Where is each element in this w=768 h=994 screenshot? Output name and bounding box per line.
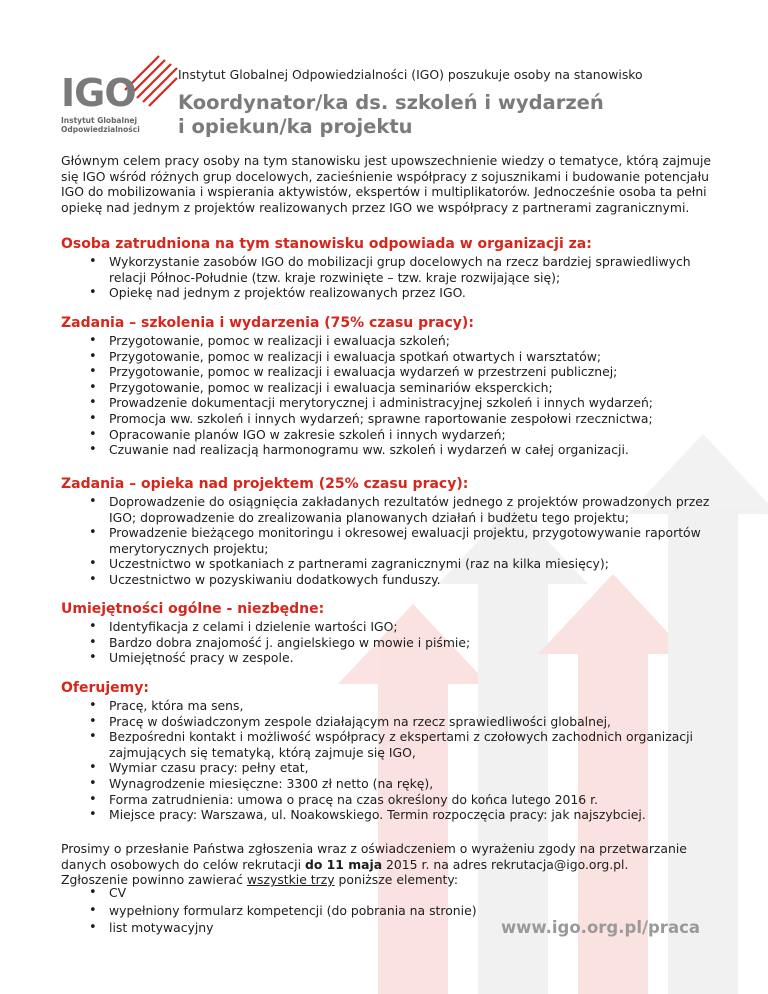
list-item: • Przygotowanie, pomoc w realizacji i ewaluacja seminariów eksperckich; — [61, 380, 721, 396]
page-title — [178, 91, 658, 139]
list-item: • list motywacyjny — [61, 919, 501, 937]
website-link[interactable]: www.igo.org.pl/praca — [500, 918, 700, 937]
section-heading: Osoba zatrudniona na tym stanowisku odpowiada w organizacji za: — [61, 236, 592, 252]
list-item: • Umiejętność pracy w zespole. — [61, 650, 721, 666]
bullet-list — [61, 494, 721, 588]
list-item: • Promocja ww. szkoleń i innych wydarzeń; sprawne raportowanie zespołowi rzecznictwa; — [61, 411, 721, 427]
list-item: • Doprowadzenie do osiągnięcia zakładanych rezultatów jednego z projektów prowadzonych przez IGO; doprowadzenie do zrealizowania planowanych działań i budżetu tego projektu; — [61, 494, 721, 525]
list-item: • Przygotowanie, pomoc w realizacji i ewaluacja wydarzeń w przestrzeni publicznej; — [61, 364, 721, 380]
intro-paragraph: Głównym celem pracy osoby na tym stanowisku jest upowszechnienie wiedzy o tematyce, którą zajmuje się IGO wśród różnych grup docelowych, zacieśnienie współpracy z sojusznikami i budowanie potencjału IGO do mobilizowania i wspierania aktywistów, ekspertów i multiplikatorów. Jednocześnie osoba ta pełni opiekę nad jednym z projektów realizowanych przez IGO we współpracy z partnerami zagranicznymi. — [61, 153, 712, 215]
logo-subtitle-line1: Instytut Globalnej — [61, 116, 138, 125]
header-lead: Instytut Globalnej Odpowiedzialności (IGO) poszukuje osoby na stanowisko — [178, 67, 643, 82]
list-item: • Uczestnictwo w pozyskiwaniu dodatkowych funduszy. — [61, 572, 721, 588]
section-offer — [61, 680, 721, 823]
bullet-list — [61, 698, 721, 823]
list-item: • Identyfikacja z celami i dzielenie wartości IGO; — [61, 619, 721, 635]
list-item: • Wymiar czasu pracy: pełny etat, — [61, 760, 721, 776]
igo-logo — [61, 50, 171, 140]
bullet-list — [61, 333, 721, 458]
bullet-list — [61, 619, 721, 666]
section-heading: Zadania – opieka nad projektem (25% czasu pracy): — [61, 476, 469, 492]
logo-subtitle — [61, 116, 140, 134]
list-item: • Wynagrodzenie miesięczne: 3300 zł netto (na rękę), — [61, 776, 721, 792]
section-project-tasks — [61, 476, 721, 588]
apply-text-2: 2015 r. na adres rekrutacja@igo.org.pl. — [382, 856, 629, 872]
application-paragraph — [61, 841, 721, 888]
list-item: • Wykorzystanie zasobów IGO do mobilizacji grup docelowych na rzecz bardziej sprawiedliwych relacji Północ-Południe (tzw. kraje rozwinięte – tzw. kraje rozwijające się); — [61, 254, 721, 285]
list-item: • Pracę w doświadczonym zespole działającym na rzecz sprawiedliwości globalnej, — [61, 714, 721, 730]
list-item: • Opracowanie planów IGO w zakresie szkoleń i innych wydarzeń; — [61, 427, 721, 443]
list-item: • Prowadzenie dokumentacji merytorycznej i administracyjnej szkoleń i innych wydarzeń; — [61, 395, 721, 411]
list-item: • Prowadzenie bieżącego monitoringu i okresowej ewaluacji projektu, przygotowywanie raportów merytorycznych projektu; — [61, 525, 721, 556]
section-heading: Oferujemy: — [61, 680, 149, 696]
section-heading: Zadania – szkolenia i wydarzenia (75% czasu pracy): — [61, 315, 474, 331]
list-item: • Przygotowanie, pomoc w realizacji i ewaluacja spotkań otwartych i warsztatów; — [61, 349, 721, 365]
list-item: • Bezpośredni kontakt i możliwość współpracy z ekspertami z czołowych zachodnich organizacji zajmujących się tematyką, którą zajmuje się IGO, — [61, 729, 721, 760]
list-item: • Miejsce pracy: Warszawa, ul. Noakowskiego. Termin rozpoczęcia pracy: jak najszybciej. — [61, 807, 721, 823]
section-training-tasks — [61, 315, 721, 458]
apply-underlined: wszystkie trzy — [246, 872, 335, 888]
section-responsibilities — [61, 236, 721, 301]
apply-text-4: poniższe elementy: — [334, 872, 459, 888]
list-item: • Bardzo dobra znajomość j. angielskiego w mowie i piśmie; — [61, 635, 721, 651]
title-line2: i opiekun/ka projektu — [178, 115, 413, 138]
list-item: • wypełniony formularz kompetencji (do pobrania na stronie) — [61, 902, 501, 920]
title-line1: Koordynator/ka ds. szkoleń i wydarzeń — [178, 91, 604, 114]
list-item: • Forma zatrudnienia: umowa o pracę na czas określony do końca lutego 2016 r. — [61, 792, 721, 808]
section-heading: Umiejętności ogólne - niezbędne: — [61, 601, 325, 617]
list-item: • Przygotowanie, pomoc w realizacji i ewaluacja szkoleń; — [61, 333, 721, 349]
list-item: • Pracę, która ma sens, — [61, 698, 721, 714]
apply-deadline: do 11 maja — [304, 856, 383, 872]
list-item: • Czuwanie nad realizacją harmonogramu ww. szkoleń i wydarzeń w całej organizacji. — [61, 442, 721, 458]
list-item: • Uczestnictwo w spotkaniach z partnerami zagranicznymi (raz na kilka miesięcy); — [61, 556, 721, 572]
logo-mark: IGO — [61, 71, 136, 115]
list-item: • CV — [61, 884, 501, 902]
logo-subtitle-line2: Odpowiedzialności — [61, 125, 140, 134]
required-documents-list — [61, 884, 501, 937]
bullet-list — [61, 254, 721, 301]
section-skills — [61, 601, 721, 666]
list-item: • Opiekę nad jednym z projektów realizowanych przez IGO. — [61, 285, 721, 301]
apply-text-3: Zgłoszenie powinno zawierać — [61, 872, 247, 888]
apply-text-1: Prosimy o przesłanie Państwa zgłoszenia wraz z oświadczeniem o wyrażeniu zgody na przetwarzanie danych osobowych do celów rekrutacji — [61, 841, 687, 872]
